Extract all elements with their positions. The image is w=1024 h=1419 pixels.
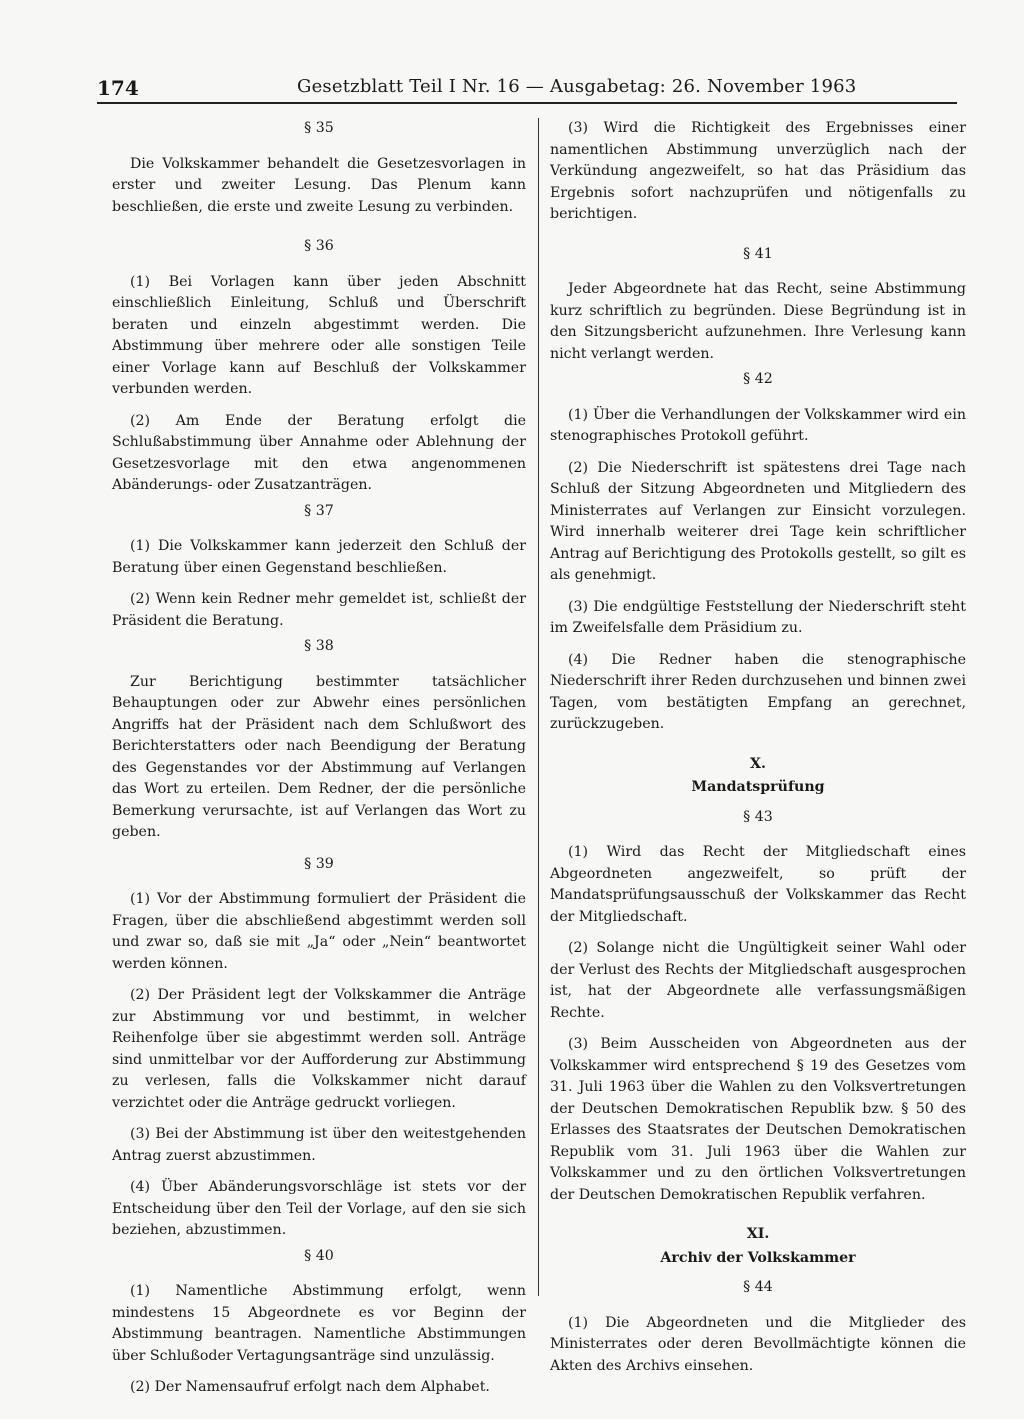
chapter-title: Archiv der Volkskammer <box>660 1249 856 1266</box>
paragraph: (3) Die endgültige Feststellung der Niederschrift steht im Zweifelsfalle dem Präsidium zu. <box>550 598 966 636</box>
page-header <box>97 76 957 104</box>
column-divider <box>538 118 539 1296</box>
page-number: 174 <box>97 76 139 100</box>
paragraph: (1) Vor der Abstimmung formuliert der Präsident die Fragen, über die abschließend abgestimmt werden soll und zwar so, daß sie mit „Ja“ oder „Nein“ beantwortet werden können. <box>112 891 526 972</box>
chapter-number: X. <box>750 755 766 772</box>
paragraph: (1) Namentliche Abstimmung erfolgt, wenn mindestens 15 Abgeordnete es vor Beginn der Abstimmung beantragen. Namentliche Abstimmungen über Schlußoder Vertagungsanträge sind unzulässig. <box>112 1283 526 1364</box>
gazette-header-title: Gesetzblatt Teil I Nr. 16 — Ausgabetag: 26. November 1963 <box>297 76 857 97</box>
paragraph: (2) Am Ende der Beratung erfolgt die Schlußabstimmung über Annahme oder Ablehnung der Gesetzesvorlage mit den etwa angenommenen Abänderungs- oder Zusatzanträgen. <box>112 412 526 493</box>
section-heading: § 44 <box>743 1279 773 1295</box>
paragraph: (4) Die Redner haben die stenographische Niederschrift ihrer Reden durchzusehen und binnen zwei Tagen, vom bestätigten Empfang an gerechnet, zurückzugeben. <box>550 651 966 732</box>
paragraph: (3) Wird die Richtigkeit des Ergebnisses einer namentlichen Abstimmung unverzüglich nach der Verkündung angezweifelt, so hat das Präsidium das Ergebnis sofort nachzuprüfen und nötigenfalls zu berichtigen. <box>550 120 966 222</box>
paragraph: (1) Die Volkskammer kann jederzeit den Schluß der Beratung über einen Gegenstand beschließen. <box>112 538 526 576</box>
section-heading: § 38 <box>304 638 334 654</box>
paragraph: (2) Die Niederschrift ist spätestens drei Tage nach Schluß der Sitzung Abgeordneten und Mitgliedern des Ministerrates auf Verlangen zur Einsicht vorzulegen. Wird innerhalb weiterer drei Tage kein schriftlicher Antrag auf Berichtigung des Protokolls gestellt, so gilt es als genehmigt. <box>550 459 966 583</box>
section-heading: § 36 <box>304 238 334 254</box>
paragraph: Zur Berichtigung bestimmter tatsächlicher Behauptungen oder zur Abwehr eines persönlichen Angriffs hat der Präsident nach dem Schlußwort des Berichterstatters oder nach Beendigung der Beratung des Gegenstandes vor der Abstimmung auf Verlangen das Wort zu erteilen. Dem Redner, der die persönliche Bemerkung verursachte, ist auf Verlangen das Wort zu geben. <box>112 673 526 840</box>
paragraph: (4) Über Abänderungsvorschläge ist stets vor der Entscheidung über den Teil der Vorlage, auf den sie sich beziehen, abzustimmen. <box>112 1179 526 1238</box>
section-heading: § 37 <box>304 502 334 519</box>
left-column <box>112 118 526 1409</box>
paragraph: (2) Der Namensaufruf erfolgt nach dem Alphabet. <box>130 1379 490 1395</box>
paragraph: (1) Wird das Recht der Mitgliedschaft eines Abgeordneten angezweifelt, so prüft der Mandatsprüfungsausschuß der Volkskammer das Recht der Mitgliedschaft. <box>550 844 966 925</box>
paragraph: (3) Beim Ausscheiden von Abgeordneten aus der Volkskammer wird entsprechend § 19 des Gesetzes vom 31. Juli 1963 über die Wahlen zu den Volksvertretungen der Deutschen Demokratischen Republik bzw. § 50 des Erlasses des Staatsrates der Deutschen Demokratischen Republik vom 31. Juli 1963 über die Wahlen zur Volkskammer und zu den örtlichen Volksvertretungen der Deutschen Demokratischen Republik verfahren. <box>550 1036 966 1203</box>
paragraph: (1) Bei Vorlagen kann über jeden Abschnitt einschließlich Einleitung, Schluß und Überschrift beraten und einzeln abgestimmt werden. Die Abstimmung über mehrere oder alle sonstigen Teile einer Vorlage kann auf Beschluß der Volkskammer verbunden werden. <box>112 273 526 397</box>
right-column <box>550 118 966 1387</box>
section-heading: § 42 <box>743 371 773 387</box>
chapter-title: Mandatsprüfung <box>691 779 825 795</box>
paragraph: (2) Wenn kein Redner mehr gemeldet ist, schließt der Präsident die Beratung. <box>112 591 526 629</box>
paragraph: (1) Die Abgeordneten und die Mitglieder des Ministerrates oder deren Bevollmächtigte können die Akten des Archivs einsehen. <box>550 1314 966 1374</box>
paragraph: Jeder Abgeordnete hat das Recht, seine Abstimmung kurz schriftlich zu begründen. Diese Begründung ist in den Sitzungsbericht aufzunehmen. Ihre Verlesung kann nicht verlangt werden. <box>550 281 966 362</box>
chapter-number: XI. <box>746 1226 770 1242</box>
section-heading: § 40 <box>304 1247 334 1264</box>
paragraph: (2) Solange nicht die Ungültigkeit seiner Wahl oder der Verlust des Rechts der Mitgliedschaft ausgesprochen ist, hat der Abgeordnete alle verfassungsmäßigen Rechte. <box>550 940 966 1021</box>
paragraph: (2) Der Präsident legt der Volkskammer die Anträge zur Abstimmung vor und bestimmt, in welcher Reihenfolge über sie abgestimmt werden soll. Anträge sind unmittelbar vor der Aufforderung zur Abstimmung zu verlesen, falls die Volkskammer nicht darauf verzichtet oder die Anträge gedruckt vorliegen. <box>112 987 526 1111</box>
section-heading: § 43 <box>743 808 773 825</box>
paragraph: Die Volkskammer behandelt die Gesetzesvorlagen in erster und zweiter Lesung. Das Plenum kann beschließen, die erste und zweite Lesung zu verbinden. <box>112 155 526 215</box>
section-heading: § 35 <box>304 120 334 136</box>
paragraph: (1) Über die Verhandlungen der Volkskammer wird ein stenographisches Protokoll geführt. <box>550 406 966 444</box>
section-heading: § 39 <box>304 855 334 872</box>
section-heading: § 41 <box>743 245 773 262</box>
paragraph: (3) Bei der Abstimmung ist über den weitestgehenden Antrag zuerst abzustimmen. <box>112 1126 526 1164</box>
